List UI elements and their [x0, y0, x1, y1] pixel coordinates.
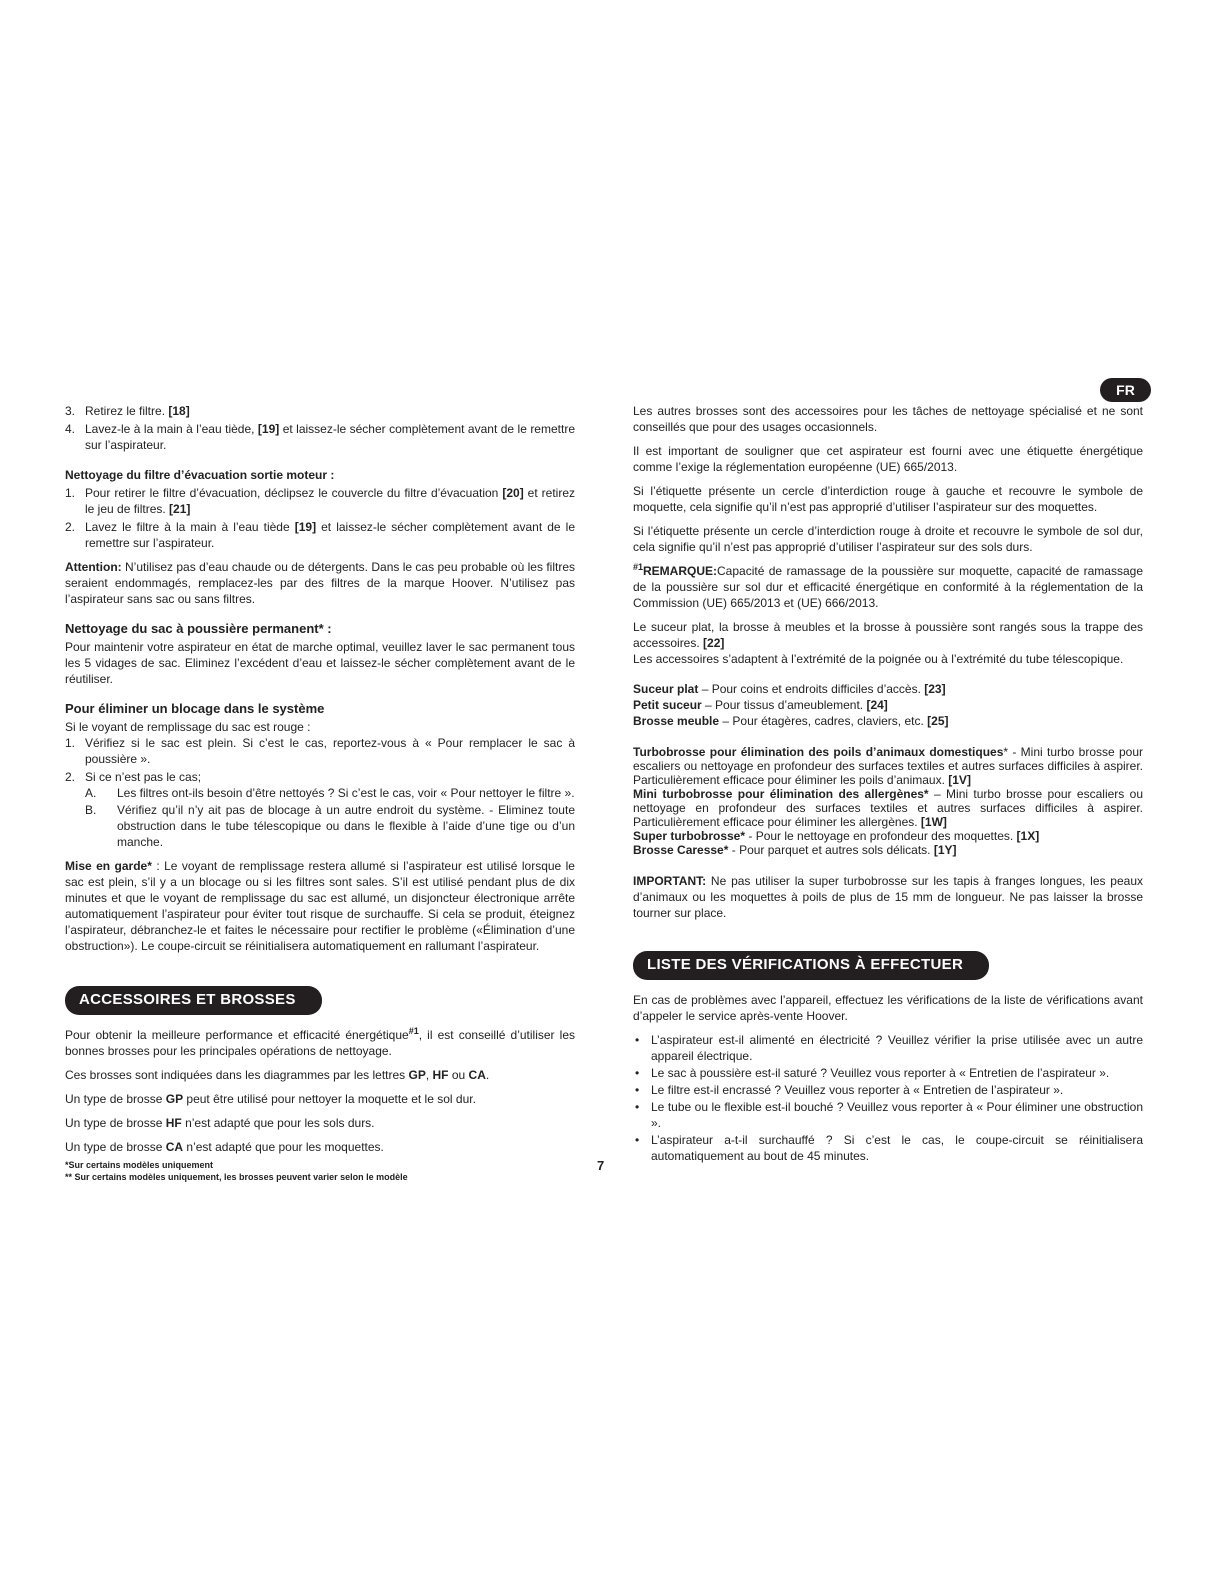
- filter-steps-list: [65, 403, 575, 453]
- language-badge: FR: [1100, 378, 1151, 402]
- list-item: B. Vérifiez qu’il n’y ait pas de blocage à un autre endroit du système. - Eliminez toute obstruction dans le tube télescopique ou dans le flexible à l’aide d’une tige ou d’un manche.: [85, 803, 575, 849]
- blockage-intro: Si le voyant de remplissage du sac est rouge :: [65, 720, 311, 734]
- list-item: Brosse Caresse* - Pour parquet et autres sols délicats. [1Y]: [633, 843, 957, 857]
- page-number: 7: [597, 1158, 605, 1173]
- checklist-intro: En cas de problèmes avec l’appareil, effectuez les vérifications de la liste de vérifications avant d’appeler le service après-vente Hoover.: [633, 993, 1143, 1023]
- blockage-title: Pour éliminer un blocage dans le système: [65, 701, 325, 716]
- blockage-steps-list: [65, 735, 575, 850]
- warning-paragraph: Mise en garde* : Le voyant de remplissage restera allumé si l’aspirateur est utilisé lorsque le sac est plein, s’il y a un blocage ou si les filtres sont sales. S’il est utilisé pendant plus de dix minutes et que le voyant de remplissage du sac est allumé, un disjoncteur électronique arrête automatiquement l’aspirateur pour éviter tout risque de surchauffe. Si cela se produit, éteignez l’aspirateur, débranchez-le et faites le nécessaire pour rectifier le problème («Élimination d’une obstruction»). Le coupe-circuit se réinitialisera automatiquement en rallumant l’aspirateur.: [65, 859, 575, 953]
- list-item: Super turbobrosse* - Pour le nettoyage en profondeur des moquettes. [1X]: [633, 829, 1040, 843]
- list-item: Turbobrosse pour élimination des poils d’animaux domestiques* - Mini turbo brosse pour escaliers ou nettoyage en profondeur des surfaces textiles et autres surfaces difficiles à aspirer. Particulièrement efficace pour éliminer les poils d’animaux. [1V]: [633, 745, 1143, 787]
- attention-paragraph: Attention: N’utilisez pas d’eau chaude ou de détergents. Dans le cas peu probable où les filtres seraient endommagés, remplacez-les par des filtres de la marque Hoover. N’utilisez pas l’aspirateur sans sac ou sans filtres.: [65, 560, 575, 606]
- footnote: ** Sur certains modèles uniquement, les brosses peuvent varier selon le modèle: [65, 1172, 408, 1182]
- other-brushes-paragraph: Les autres brosses sont des accessoires pour les tâches de nettoyage spécialisé et ne sont conseillés que pour des usages occasionnels.: [633, 404, 1143, 434]
- list-item: Petit suceur – Pour tissus d’ameublement. [24]: [633, 698, 888, 712]
- remark-paragraph: $^{\#1}$REMARQUE:Capacité de ramassage de la poussière sur moquette, capacité de ramassage de la poussière sur sol dur et efficacité énergétique en conformité à la réglementation de la Commission (UE) 665/2013 et (UE) 666/2013.: [633, 562, 1143, 610]
- permanent-bag-title: Nettoyage du sac à poussière permanent* :: [65, 621, 332, 636]
- list-item: 3. Retirez le filtre. [18]: [65, 404, 190, 418]
- turbo-brushes-list: [633, 745, 1143, 857]
- list-item: 2. Si ce n’est pas le cas; A. Les filtres ont-ils besoin d’être nettoyés ? Si c’est le cas, voir « Pour nettoyer le filtre ». B. Vérifiez qu’il n’y ait pas de blocage à un autre endroit du système. - Eliminez toute obstruction dans le tube télescopique ou dans le flexible à l’aide d’une tige ou d’un manche.: [65, 770, 575, 849]
- performance-paragraph: Pour obtenir la meilleure performance et efficacité énergétique$^{\#1}$, il est conseillé d’utiliser les bonnes brosses pour les principales opérations de nettoyage.: [65, 1026, 575, 1058]
- brush-type-hf: Un type de brosse HF n’est adapté que pour les sols durs.: [65, 1116, 375, 1130]
- blockage-substeps-list: [65, 785, 575, 850]
- footnotes: [65, 1159, 408, 1183]
- list-item: Suceur plat – Pour coins et endroits difficiles d’accès. [23]: [633, 682, 946, 696]
- label-left-circle-paragraph: Si l’étiquette présente un cercle d’interdiction rouge à gauche et recouvre le symbole de moquette, cela signifie qu’il n’est pas approprié d’utiliser l’aspirateur sur des moquettes.: [633, 484, 1143, 514]
- list-item: A. Les filtres ont-ils besoin d’être nettoyés ? Si c’est le cas, voir « Pour nettoyer le filtre ».: [85, 786, 575, 800]
- list-item: 1. Vérifiez si le sac est plein. Si c’est le cas, reportez-vous à « Pour remplacer le sac à poussière ».: [65, 736, 575, 766]
- accessories-heading: ACCESSOIRES ET BROSSES: [65, 986, 322, 1015]
- list-item: • Le tube ou le flexible est-il bouché ? Veuillez vous reporter à « Pour éliminer une obstruction ».: [633, 1099, 1143, 1131]
- energy-label-paragraph: Il est important de souligner que cet aspirateur est fourni avec une étiquette énergétique comme l’exige la réglementation européenne (UE) 665/2013.: [633, 444, 1143, 474]
- exhaust-filter-title: Nettoyage du filtre d’évacuation sortie moteur :: [65, 468, 335, 482]
- list-item: 4. Lavez-le à la main à l’eau tiède, [19] et laissez-le sécher complètement avant de le remettre sur l’aspirateur.: [65, 422, 575, 452]
- label-right-circle-paragraph: Si l’étiquette présente un cercle d’interdiction rouge à droite et recouvre le symbole de sol dur, cela signifie qu’il n’est pas approprié d’utiliser l’aspirateur sur des sols durs.: [633, 524, 1143, 554]
- list-item: 2. Lavez le filtre à la main à l’eau tiède [19] et laissez-le sécher complètement avant de le remettre sur l’aspirateur.: [65, 520, 575, 550]
- list-item: • L’aspirateur est-il alimenté en électricité ? Veuillez vérifier la prise utilisée avec un autre appareil électrique.: [633, 1032, 1143, 1064]
- brush-type-gp: Un type de brosse GP peut être utilisé pour nettoyer la moquette et le sol dur.: [65, 1092, 476, 1106]
- list-item: Mini turbobrosse pour élimination des allergènes* – Mini turbo brosse pour escaliers ou nettoyage en profondeur des surfaces textiles et autres surfaces difficiles à aspirer. Particulièrement efficace pour éliminer les allergènes. [1W]: [633, 787, 1143, 829]
- important-paragraph: IMPORTANT: Ne pas utiliser la super turbobrosse sur les tapis à franges longues, les peaux d’animaux ou les moquettes à poils de plus de 15 mm de longueur. Ne pas laisser la brosse tourner sur place.: [633, 874, 1143, 920]
- list-item: • Le filtre est-il encrassé ? Veuillez vous reporter à « Entretien de l’aspirateur ».: [633, 1082, 1143, 1098]
- tools-list: [633, 681, 1143, 729]
- exhaust-steps-list: [65, 485, 575, 551]
- checklist-heading: LISTE DES VÉRIFICATIONS À EFFECTUER: [633, 951, 989, 980]
- footnote: *Sur certains modèles uniquement: [65, 1160, 214, 1170]
- permanent-bag-text: Pour maintenir votre aspirateur en état de marche optimal, veuillez laver le sac permanent tous les 5 vidages de sac. Eliminez l’excédent d’eau et laissez-le sécher complètement avant de le réutiliser.: [65, 640, 575, 686]
- list-item: 1. Pour retirer le filtre d’évacuation, déclipsez le couvercle du filtre d’évacuation [20] et retirez le jeu de filtres. [21]: [65, 486, 575, 516]
- list-item: • Le sac à poussière est-il saturé ? Veuillez vous reporter à « Entretien de l’aspirateur ».: [633, 1065, 1143, 1081]
- brush-type-ca: Un type de brosse CA n’est adapté que pour les moquettes.: [65, 1140, 384, 1154]
- list-item: • L’aspirateur a-t-il surchauffé ? Si c’est le cas, le coupe-circuit se réinitialisera automatiquement au bout de 45 minutes.: [633, 1132, 1143, 1164]
- list-item: Brosse meuble – Pour étagères, cadres, claviers, etc. [25]: [633, 714, 949, 728]
- adapt-paragraph: Les accessoires s’adaptent à l’extrémité de la poignée ou à l’extrémité du tube télescopique.: [633, 652, 1124, 666]
- storage-paragraph: Le suceur plat, la brosse à meubles et la brosse à poussière sont rangés sous la trappe des accessoires. [22]: [633, 620, 1143, 650]
- checklist-list: [633, 1032, 1143, 1164]
- left-column: [65, 403, 575, 1163]
- right-column: [633, 403, 1143, 1165]
- brush-letters-paragraph: Ces brosses sont indiquées dans les diagrammes par les lettres GP, HF ou CA.: [65, 1068, 490, 1082]
